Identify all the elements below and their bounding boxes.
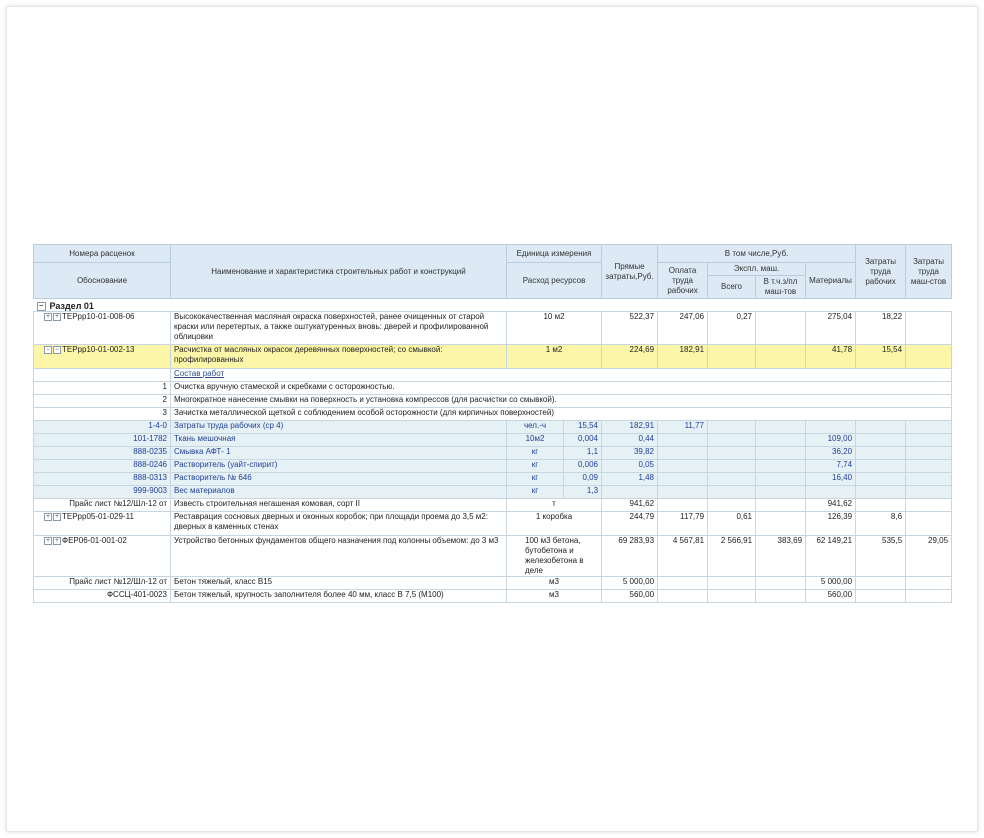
row-mach-pay — [756, 312, 806, 345]
row-code-cell — [34, 345, 171, 369]
empty-cell — [708, 434, 756, 447]
row-mach — [708, 577, 756, 590]
plus-square-icon[interactable]: + — [44, 537, 52, 545]
plus-square-icon[interactable]: + — [44, 313, 52, 321]
row-code-cell — [34, 536, 171, 577]
row-labor — [856, 590, 906, 603]
row-mach-pay — [756, 345, 806, 369]
resource-direct: 0,44 — [602, 434, 658, 447]
header-vtch[interactable]: В т.ч.з/пл маш-тов — [756, 276, 806, 299]
row-mat: 5 000,00 — [806, 577, 856, 590]
row-mach-pay — [756, 499, 806, 512]
row-direct: 941,62 — [602, 499, 658, 512]
header-v-tom[interactable]: В том числе,Руб. — [658, 245, 856, 263]
resource-direct: 1,48 — [602, 473, 658, 486]
composition-title-row — [34, 369, 952, 382]
row-direct: 69 283,93 — [602, 536, 658, 577]
plus-square-icon[interactable]: + — [53, 313, 61, 321]
row-code: ФЕР06-01-001-02 — [62, 536, 127, 546]
row-mach-pay — [756, 577, 806, 590]
resource-row[interactable] — [34, 434, 952, 447]
resource-mat: 16,40 — [806, 473, 856, 486]
row-labor-m — [906, 577, 952, 590]
row-mat: 41,78 — [806, 345, 856, 369]
row-mach — [708, 590, 756, 603]
resource-pay — [658, 486, 708, 499]
row-unit: 1 коробка — [507, 512, 602, 536]
empty-cell — [34, 369, 171, 382]
row-labor-m — [906, 590, 952, 603]
estimate-table — [33, 244, 952, 603]
resource-mat: 7,74 — [806, 460, 856, 473]
resource-unit: чел.-ч — [507, 421, 564, 434]
row-name: Бетон тяжелый, класс В15 — [171, 577, 507, 590]
row-labor: 15,54 — [856, 345, 906, 369]
empty-cell — [708, 460, 756, 473]
row-mach-pay: 383,69 — [756, 536, 806, 577]
resource-pay: 11,77 — [658, 421, 708, 434]
row-mat: 62 149,21 — [806, 536, 856, 577]
row-unit: 10 м2 — [507, 312, 602, 345]
resource-unit: кг — [507, 460, 564, 473]
composition-title[interactable]: Состав работ — [174, 369, 225, 379]
resource-mat: 36,20 — [806, 447, 856, 460]
header-rashod[interactable]: Расход ресурсов — [507, 263, 602, 299]
row-labor — [856, 577, 906, 590]
row-name: Расчистка от масляных окрасок деревянных поверхностей; со смывкой: профилированных — [171, 345, 507, 369]
resource-qty: 0,09 — [564, 473, 602, 486]
empty-cell — [906, 434, 952, 447]
table-row[interactable] — [34, 499, 952, 512]
table-header — [34, 245, 952, 299]
header-edinica[interactable]: Единица измерения — [507, 245, 602, 263]
empty-cell — [756, 421, 806, 434]
step-text: Многократное нанесение смывки на поверхность и установка компрессов (для расчистки со смывкой). — [171, 395, 952, 408]
row-name: Устройство бетонных фундаментов общего назначения под колонны объемом: до 3 м3 — [171, 536, 507, 577]
resource-name: Смывка АФТ- 1 — [171, 447, 507, 460]
empty-cell — [906, 473, 952, 486]
header-naim[interactable]: Наименование и характеристика строительных работ и конструкций — [171, 245, 507, 299]
step-text: Зачистка металлической щеткой с соблюдением особой осторожности (для кирпичных поверхностей) — [171, 408, 952, 421]
section-label — [34, 299, 952, 312]
row-code: ТЕРрр05-01-029-11 — [62, 512, 134, 522]
empty-cell — [856, 460, 906, 473]
row-labor-m — [906, 512, 952, 536]
row-mach-pay — [756, 590, 806, 603]
row-pay: 117,79 — [658, 512, 708, 536]
row-labor-m — [906, 499, 952, 512]
row-direct: 522,37 — [602, 312, 658, 345]
resource-qty: 1,3 — [564, 486, 602, 499]
row-labor-m — [906, 312, 952, 345]
row-code: ФССЦ-401-0023 — [34, 590, 171, 603]
row-pay — [658, 499, 708, 512]
empty-cell — [756, 460, 806, 473]
resource-unit: кг — [507, 473, 564, 486]
empty-cell — [756, 473, 806, 486]
empty-cell — [906, 447, 952, 460]
resource-qty: 0,006 — [564, 460, 602, 473]
section-title: Раздел 01 — [49, 301, 94, 311]
resource-pay — [658, 473, 708, 486]
resource-qty: 1,1 — [564, 447, 602, 460]
row-mach — [708, 345, 756, 369]
row-pay — [658, 577, 708, 590]
empty-cell — [708, 486, 756, 499]
empty-cell — [856, 421, 906, 434]
row-code: ТЕРрр10-01-002-13 — [62, 345, 135, 355]
resource-row[interactable] — [34, 486, 952, 499]
header-obosnovanie[interactable]: Обоснование — [34, 263, 171, 299]
resource-code: 888-0235 — [34, 447, 171, 460]
row-unit: м3 — [507, 577, 602, 590]
resource-mat: 109,00 — [806, 434, 856, 447]
empty-cell — [906, 421, 952, 434]
plus-square-icon[interactable]: + — [53, 537, 61, 545]
row-name: Реставрация сосновых дверных и оконных коробок; при площади проема до 3,5 м2: дверных в каменных стенах — [171, 512, 507, 536]
header-vsego[interactable]: Всего — [708, 276, 756, 299]
table-row[interactable] — [34, 312, 952, 345]
row-labor — [856, 499, 906, 512]
resource-name: Растворитель № 646 — [171, 473, 507, 486]
row-pay: 247,06 — [658, 312, 708, 345]
header-nomera[interactable]: Номера расценок — [34, 245, 171, 263]
minus-square-icon[interactable]: − — [37, 302, 46, 311]
empty-cell — [708, 421, 756, 434]
empty-cell — [756, 434, 806, 447]
resource-name: Затраты труда рабочих (ср 4) — [171, 421, 507, 434]
row-mach-pay — [756, 512, 806, 536]
row-unit: м3 — [507, 590, 602, 603]
header-zatraty-rab[interactable]: Затраты труда рабочих — [856, 245, 906, 299]
row-labor-m: 29,05 — [906, 536, 952, 577]
resource-direct: 0,05 — [602, 460, 658, 473]
empty-cell — [856, 447, 906, 460]
row-mach: 0,27 — [708, 312, 756, 345]
table-row[interactable] — [34, 536, 952, 577]
table-row[interactable] — [34, 577, 952, 590]
table-row-selected[interactable] — [34, 345, 952, 369]
row-mat: 560,00 — [806, 590, 856, 603]
header-pryamye[interactable]: Прямые затраты,Руб. — [602, 245, 658, 299]
header-ekspl[interactable]: Экспл. маш. — [708, 263, 806, 276]
row-mach — [708, 499, 756, 512]
estimate-grid — [33, 244, 951, 603]
resource-pay — [658, 447, 708, 460]
row-code: Прайс лист №12/Шл-12 от — [34, 577, 171, 590]
table-row[interactable] — [34, 512, 952, 536]
row-mat: 126,39 — [806, 512, 856, 536]
plus-square-icon[interactable]: + — [44, 513, 52, 521]
row-labor-m — [906, 345, 952, 369]
row-labor: 8,6 — [856, 512, 906, 536]
resource-unit: кг — [507, 486, 564, 499]
row-labor: 18,22 — [856, 312, 906, 345]
minus-square-icon[interactable]: − — [44, 346, 52, 354]
row-direct: 560,00 — [602, 590, 658, 603]
resource-pay — [658, 434, 708, 447]
resource-pay — [658, 460, 708, 473]
resource-unit: кг — [507, 447, 564, 460]
row-pay: 4 567,81 — [658, 536, 708, 577]
minus-square-icon[interactable]: − — [53, 346, 61, 354]
empty-cell — [708, 447, 756, 460]
resource-name: Вес материалов — [171, 486, 507, 499]
empty-cell — [906, 460, 952, 473]
header-materialy[interactable]: Материалы — [806, 263, 856, 299]
empty-cell — [906, 486, 952, 499]
step-number: 1 — [34, 382, 171, 395]
resource-name: Растворитель (уайт-спирит) — [171, 460, 507, 473]
row-name: Бетон тяжелый, крупность заполнителя более 40 мм, класс В 7,5 (М100) — [171, 590, 507, 603]
row-code: Прайс лист №12/Шл-12 от — [34, 499, 171, 512]
resource-mat — [806, 421, 856, 434]
row-direct: 5 000,00 — [602, 577, 658, 590]
row-pay — [658, 590, 708, 603]
row-unit: 100 м3 бетона, бутобетона и железобетона в деле — [507, 536, 602, 577]
header-oplata[interactable]: Оплата труда рабочих — [658, 263, 708, 299]
section-row[interactable] — [34, 299, 952, 312]
empty-cell — [756, 447, 806, 460]
row-direct: 224,69 — [602, 345, 658, 369]
row-code: ТЕРрр10-01-008-06 — [62, 312, 135, 322]
row-name: Высококачественная масляная окраска поверхностей, ранее очищенных от старой краски или перетертых, а также оштукатуренных вновь: дверей и профилированной облицовки — [171, 312, 507, 345]
resource-row[interactable] — [34, 421, 952, 434]
empty-cell — [856, 486, 906, 499]
resource-row[interactable] — [34, 473, 952, 486]
resource-row[interactable] — [34, 447, 952, 460]
empty-cell — [756, 486, 806, 499]
step-number: 3 — [34, 408, 171, 421]
resource-name: Ткань мешочная — [171, 434, 507, 447]
resource-direct: 39,82 — [602, 447, 658, 460]
resource-mat — [806, 486, 856, 499]
table-row[interactable] — [34, 590, 952, 603]
row-code-cell — [34, 512, 171, 536]
empty-cell — [856, 434, 906, 447]
row-labor: 535,5 — [856, 536, 906, 577]
row-pay: 182,91 — [658, 345, 708, 369]
resource-qty: 0,004 — [564, 434, 602, 447]
resource-code: 999-9003 — [34, 486, 171, 499]
composition-step — [34, 408, 952, 421]
row-code-cell — [34, 312, 171, 345]
step-number: 2 — [34, 395, 171, 408]
resource-code: 888-0246 — [34, 460, 171, 473]
row-mat: 275,04 — [806, 312, 856, 345]
resource-code: 1-4-0 — [34, 421, 171, 434]
resource-qty: 15,54 — [564, 421, 602, 434]
composition-title-cell — [171, 369, 952, 382]
plus-square-icon[interactable]: + — [53, 513, 61, 521]
row-mach: 2 566,91 — [708, 536, 756, 577]
empty-cell — [856, 473, 906, 486]
resource-unit: 10м2 — [507, 434, 564, 447]
header-zatraty-mash[interactable]: Затраты труда маш-стов — [906, 245, 952, 299]
row-name: Известь строительная негашеная комовая, сорт II — [171, 499, 507, 512]
resource-direct: 182,91 — [602, 421, 658, 434]
resource-row[interactable] — [34, 460, 952, 473]
row-unit: 1 м2 — [507, 345, 602, 369]
row-direct: 244,79 — [602, 512, 658, 536]
resource-code: 888-0313 — [34, 473, 171, 486]
composition-step — [34, 395, 952, 408]
row-mach: 0,61 — [708, 512, 756, 536]
step-text: Очистка вручную стамеской и скребками с осторожностью. — [171, 382, 952, 395]
empty-cell — [708, 473, 756, 486]
row-mat: 941,62 — [806, 499, 856, 512]
row-unit: т — [507, 499, 602, 512]
resource-code: 101-1782 — [34, 434, 171, 447]
composition-step — [34, 382, 952, 395]
resource-direct — [602, 486, 658, 499]
